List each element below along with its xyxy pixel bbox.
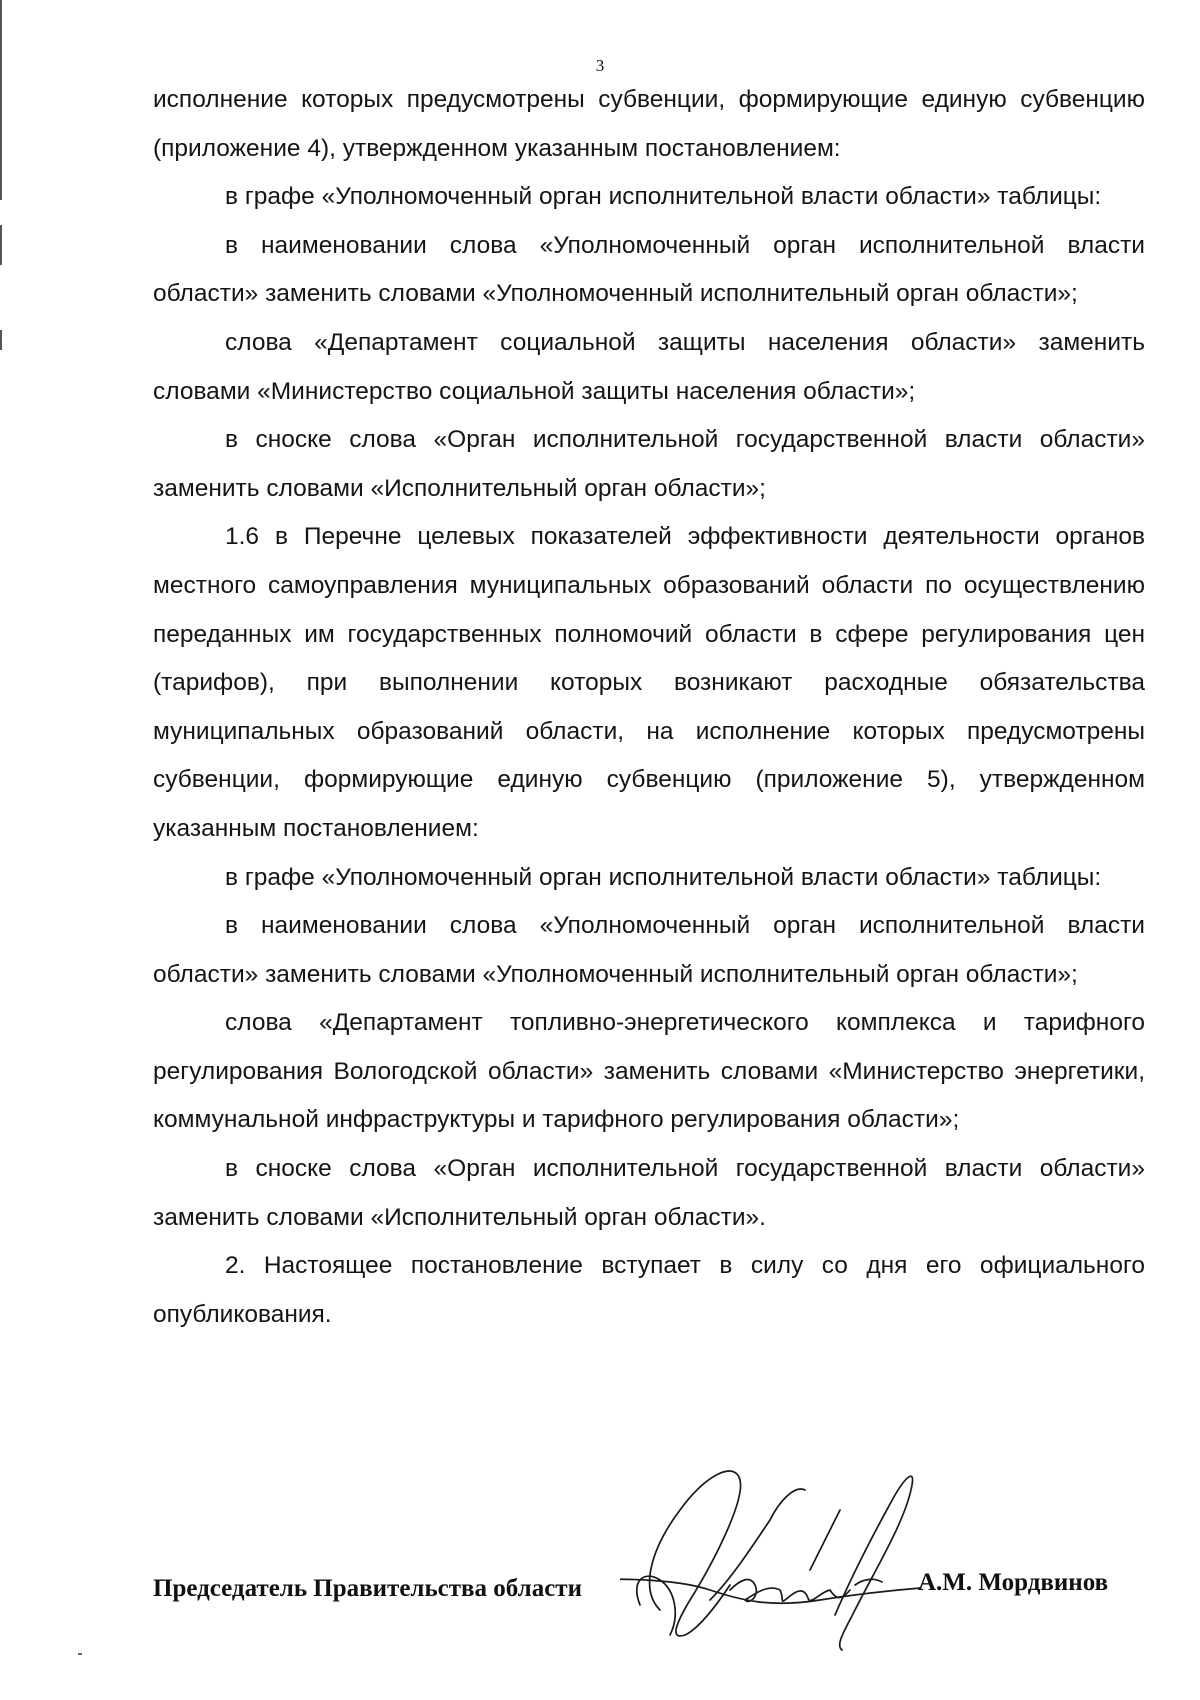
paragraph: в графе «Уполномоченный орган исполнительной власти области» таблицы:	[225, 863, 1102, 891]
page-number: 3	[595, 56, 605, 75]
paragraph: в графе «Уполномоченный орган исполнительной власти области» таблицы:	[225, 183, 1102, 211]
handwritten-signature	[620, 1440, 950, 1680]
scan-dot	[78, 1653, 82, 1655]
signatory-title: Председатель Правительства области	[153, 1575, 582, 1602]
paragraph: слова «Департамент топливно-энергетического комплекса и тарифного регулирования Вологодской области» заменить словами «Министерство энергетики, коммунальной инфраструктуры и тарифного регулирования области»;	[153, 1009, 1145, 1134]
paragraph: в наименовании слова «Уполномоченный орган исполнительной власти области» заменить словами «Уполномоченный исполнительный орган области»;	[153, 231, 1145, 308]
paragraph: в сноске слова «Орган исполнительной государственной власти области» заменить словами «Исполнительный орган области»;	[153, 426, 1145, 502]
paragraph: слова «Департамент социальной защиты населения области» заменить словами «Министерство социальной защиты населения области»;	[153, 328, 1145, 405]
paragraph: в сноске слова «Орган исполнительной государственной власти области» заменить словами «Исполнительный орган области».	[153, 1155, 1145, 1231]
paragraph: в наименовании слова «Уполномоченный орган исполнительной власти области» заменить словами «Уполномоченный исполнительный орган области»;	[153, 912, 1145, 988]
paragraph: исполнение которых предусмотрены субвенции, формирующие единую субвенцию (приложение 4), утвержденном указанным постановлением:	[153, 86, 1145, 162]
paragraph: 2. Настоящее постановление вступает в силу со дня его официального опубликования.	[153, 1252, 1145, 1328]
signatory-name: А.М. Мордвинов	[918, 1569, 1109, 1596]
paragraph: 1.6 в Перечне целевых показателей эффективности деятельности органов местного самоуправления муниципальных образований области по осуществлению переданных им государственных полномочий области в сфере регулирования цен (тарифов), при выполнении которых возникают расходные обязательства муниципальных образований области, на исполнение которых предусмотрены субвенции, формирующие единую субвенцию (приложение 5), утвержденном указанным постановлением:	[153, 523, 1145, 842]
